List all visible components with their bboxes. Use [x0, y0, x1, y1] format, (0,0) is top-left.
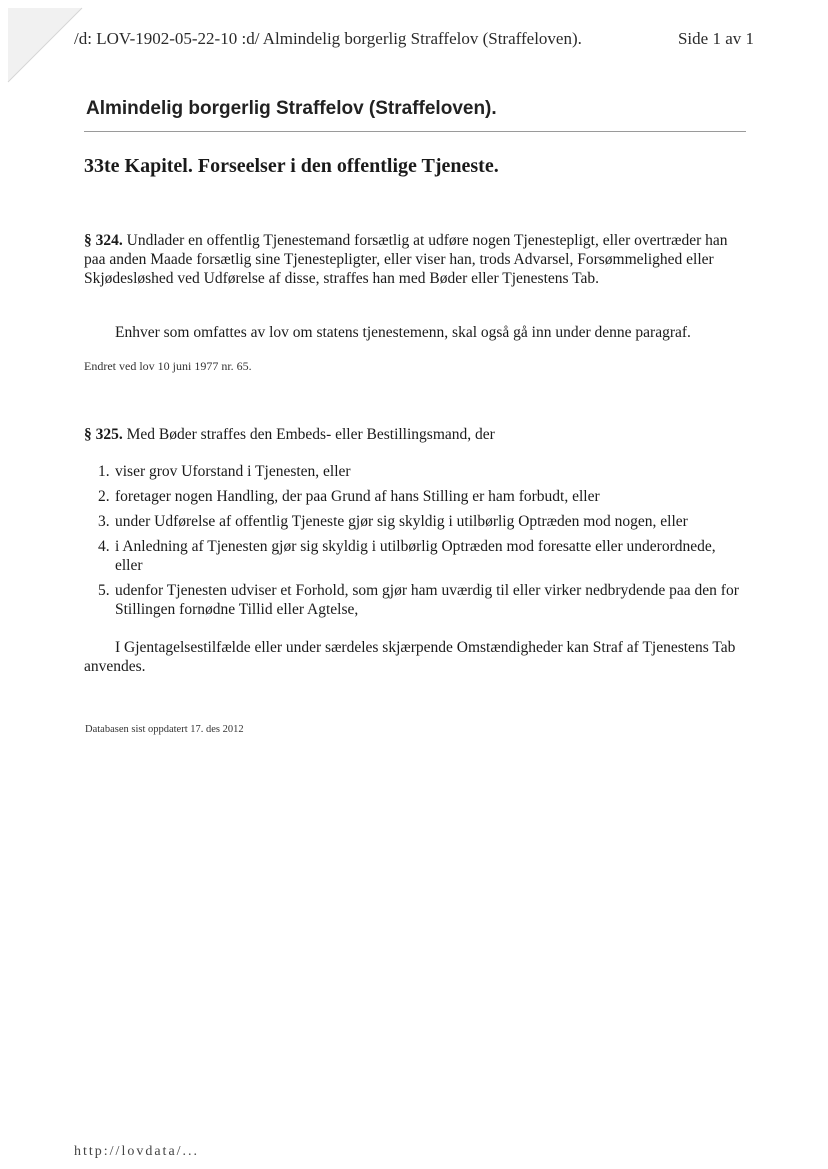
print-header-document-id: /d: LOV-1902-05-22-10 :d/ Almindelig borgerlig Straffelov (Straffeloven).: [74, 29, 582, 48]
list-item-text: viser grov Uforstand i Tjenesten, eller: [115, 463, 351, 480]
print-footer-url-cut-off: http://lovdata/...: [74, 1144, 200, 1159]
section-325-closing-paragraph: I Gjentagelsestilfælde eller under særdeles skjærpende Omstændigheder kan Straf af Tjenestens Tab anvendes.: [84, 639, 736, 675]
section-325-intro-text: Med Bøder straffes den Embeds- eller Bestillingsmand, der: [122, 426, 495, 443]
section-324-text: Undlader en offentlig Tjenestemand forsætlig at udføre nogen Tjenestepligt, eller overtræder han paa anden Maade forsætlig sine Tjenestepligter, eller viser han, trods Advarsel, Forsømmelighed eller Skjødesløshed ved Udførelse af disse, straffes han med Bøder eller Tjenestens Tab.: [84, 232, 728, 287]
list-item-number: 1.: [98, 463, 110, 480]
section-325-list: [84, 462, 744, 625]
list-item: [84, 487, 744, 506]
section-324-number: § 324.: [84, 232, 123, 249]
section-325-closing: [84, 638, 744, 676]
list-item-number: 4.: [98, 538, 110, 555]
section-324-paragraph: [84, 231, 744, 288]
list-item-number: 2.: [98, 488, 110, 505]
list-item-number: 3.: [98, 513, 110, 530]
list-item: [84, 537, 744, 575]
list-item: [84, 512, 744, 531]
section-324-second: [84, 323, 744, 342]
section-325-number: § 325.: [84, 426, 123, 443]
list-item: [84, 581, 744, 619]
print-header-page-number: Side 1 av 1: [677, 29, 754, 48]
database-updated-note: Databasen sist oppdatert 17. des 2012: [85, 724, 244, 735]
document-title: Almindelig borgerlig Straffelov (Straffeloven).: [86, 98, 497, 119]
section-325: [84, 425, 744, 444]
list-item-number: 5.: [98, 582, 110, 599]
list-item-text: i Anledning af Tjenesten gjør sig skyldig i utilbørlig Optræden mod foresatte eller underordnede, eller: [115, 538, 716, 574]
title-divider: [84, 131, 746, 132]
section-324-second-paragraph: Enhver som omfattes av lov om statens tjenestemenn, skal også gå inn under denne paragraf.: [115, 324, 691, 341]
list-item-text: udenfor Tjenesten udviser et Forhold, som gjør ham uværdig til eller virker nedbrydende paa den for Stillingen fornødne Tillid eller Agtelse,: [115, 582, 739, 618]
list-item-text: foretager nogen Handling, der paa Grund af hans Stilling er ham forbudt, eller: [115, 488, 600, 505]
section-324: [84, 231, 744, 288]
list-item-text: under Udførelse af offentlig Tjeneste gjør sig skyldig i utilbørlig Optræden mod nogen, eller: [115, 513, 688, 530]
section-325-intro: [84, 425, 744, 444]
section-324-amendment-note: Endret ved lov 10 juni 1977 nr. 65.: [84, 359, 252, 373]
list-item: [84, 462, 744, 481]
print-header: [74, 29, 754, 51]
chapter-heading: 33te Kapitel. Forseelser i den offentlige Tjeneste.: [84, 155, 499, 177]
